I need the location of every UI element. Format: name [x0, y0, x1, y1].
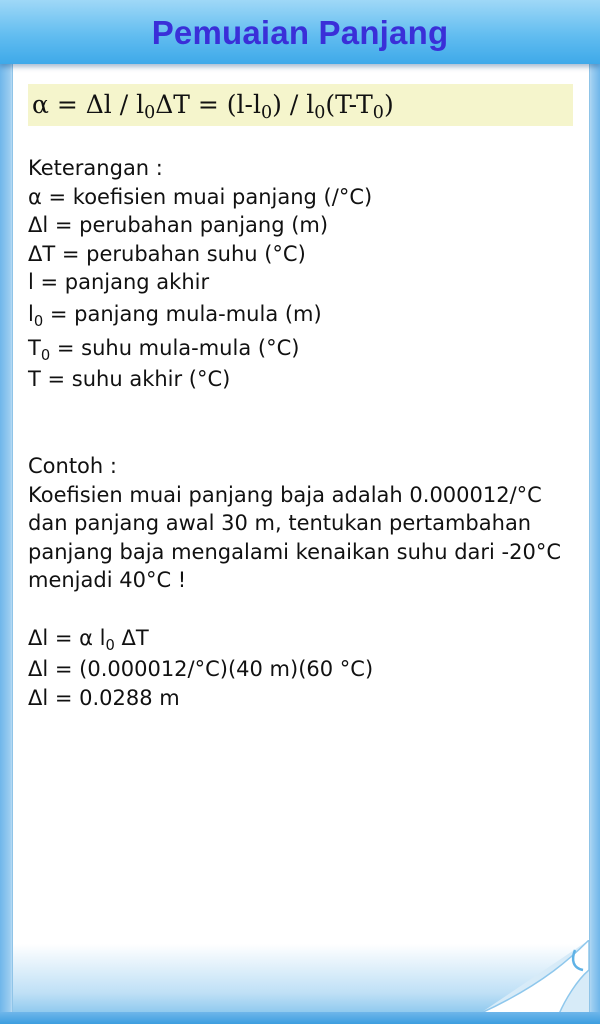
- page-title: Pemuaian Panjang: [151, 14, 449, 51]
- formula-sub-1: 0: [144, 103, 156, 123]
- solution-step-2: Δl = (0.000012/°C)(40 m)(60 °C): [28, 657, 374, 681]
- keterangan-heading: Keterangan :: [28, 156, 163, 180]
- formula-part-4: (T-T: [325, 90, 373, 119]
- solution-section: [28, 621, 373, 712]
- t0-subscript: 0: [40, 346, 51, 364]
- contoh-heading: Contoh :: [28, 454, 117, 478]
- t0-definition: [28, 331, 372, 365]
- formula-part-3: ) / l: [272, 90, 315, 119]
- solution-formula-suffix: ΔT: [114, 626, 149, 650]
- contoh-line-4: menjadi 40°C !: [28, 568, 187, 593]
- t0-text: = suhu mula-mula (°C): [50, 335, 300, 360]
- solution-formula-prefix: Δl = α l: [28, 626, 106, 650]
- bottom-frame-bar: [0, 1012, 600, 1024]
- contoh-section: [28, 452, 561, 595]
- solution-result: Δl = 0.0288 m: [28, 685, 180, 710]
- content-paper[interactable]: [12, 64, 590, 1014]
- formula-sub-3: 0: [314, 103, 326, 123]
- t-definition: T = suhu akhir (°C): [28, 366, 231, 391]
- formula-part-1: = Δl / l: [48, 90, 145, 119]
- l-definition: l = panjang akhir: [28, 270, 210, 295]
- formula-part-2: ΔT = (l-l: [155, 90, 261, 119]
- solution-formula: [28, 621, 373, 655]
- l0-symbol: l: [28, 301, 34, 326]
- delta-t-definition: ΔT = perubahan suhu (°C): [28, 241, 306, 266]
- contoh-line-2: dan panjang awal 30 m, tentukan pertambahan: [28, 511, 532, 536]
- solution-formula-sub: 0: [105, 637, 115, 654]
- l0-definition: [28, 297, 372, 331]
- main-formula: [32, 90, 394, 123]
- formula-sub-4: 0: [372, 103, 384, 123]
- t0-symbol: T: [28, 335, 41, 360]
- l0-subscript: 0: [33, 312, 44, 330]
- formula-sub-2: 0: [261, 103, 273, 123]
- formula-box: [28, 84, 573, 126]
- l0-text: = panjang mula-mula (m): [43, 301, 322, 326]
- contoh-line-3: panjang baja mengalami kenaikan suhu dari -20°C: [28, 539, 561, 564]
- formula-part-5: ): [383, 90, 394, 119]
- keterangan-section: [28, 154, 372, 394]
- delta-l-definition: Δl = perubahan panjang (m): [28, 213, 329, 238]
- alpha-definition: α = koefisien muai panjang (/°C): [28, 184, 373, 209]
- page-curl-icon: [479, 940, 589, 1014]
- contoh-line-1: Koefisien muai panjang baja adalah 0.000012/°C: [28, 482, 542, 507]
- formula-alpha: α: [32, 90, 49, 119]
- title-bar: [0, 0, 600, 64]
